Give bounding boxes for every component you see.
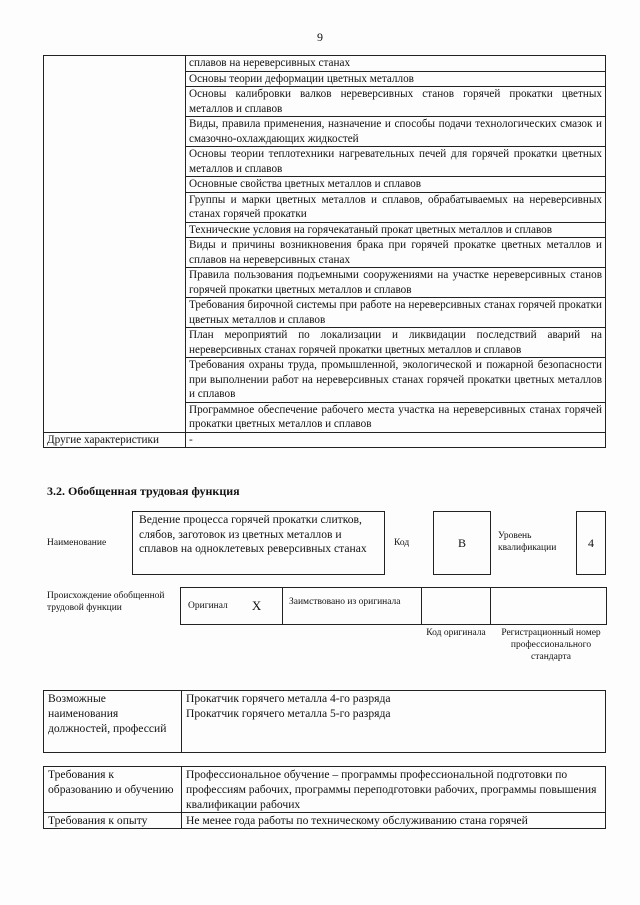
origin-label: Происхождение обобщенной трудовой функции xyxy=(47,591,165,613)
table-cell: Правила пользования подъемными сооружениями на участке нереверсивных станов горячей прокатки цветных металлов и сплавов xyxy=(186,268,606,298)
table-cell: Основы теории теплотехники нагревательных печей для горячей прокатки цветных металлов и сплавов xyxy=(186,147,606,177)
positions-label: Возможные наименования должностей, профессий xyxy=(44,691,182,753)
row-label-cell xyxy=(44,56,186,433)
experience-value: Не менее года работы по техническому обслуживанию стана горячей xyxy=(182,813,606,829)
table-cell: Основы теории деформации цветных металлов xyxy=(186,71,606,87)
page-number: 9 xyxy=(317,30,323,44)
table-cell: Требования бирочной системы при работе на нереверсивных станах горячей прокатки цветных металлов и сплавов xyxy=(186,298,606,328)
education-value: Профессиональное обучение – программы профессиональной подготовки по профессиям рабочих, программы переподготовки рабочих, программы повышения квалификации рабочих xyxy=(182,767,606,813)
table-cell: Основы калибровки валков нереверсивных станов горячей прокатки цветных металлов и сплавов xyxy=(186,87,606,117)
requirements-table xyxy=(43,766,606,829)
registration-number-caption: Регистрационный номер профессионального стандарта xyxy=(501,628,601,662)
code-label: Код xyxy=(394,538,410,548)
original-code-cell xyxy=(422,587,491,625)
table-cell: Технические условия на горячекатаный прокат цветных металлов и сплавов xyxy=(186,222,606,238)
position-item: Прокатчик горячего металла 4-го разряда xyxy=(186,692,391,705)
position-item: Прокатчик горячего металла 5-го разряда xyxy=(186,707,391,720)
level-label: Уровень квалификации xyxy=(498,531,557,553)
table-cell: сплавов на нереверсивных станах xyxy=(186,56,606,72)
name-label: Наименование xyxy=(47,538,107,548)
code-value-box: В xyxy=(433,511,491,575)
table-cell: Основные свойства цветных металлов и сплавов xyxy=(186,177,606,193)
other-characteristics-value: - xyxy=(186,432,606,448)
table-cell: План мероприятий по локализации и ликвидации последствий аварий на нереверсивных станах горячей прокатки цветных металлов и сплавов xyxy=(186,328,606,358)
table-cell: Группы и марки цветных металлов и сплавов, обрабатываемых на нереверсивных станах горячей прокатки xyxy=(186,192,606,222)
positions-value xyxy=(182,691,606,753)
table-row xyxy=(44,432,606,448)
section-heading: 3.2. Обобщенная трудовая функция xyxy=(47,484,240,498)
original-cell xyxy=(180,587,283,625)
education-label: Требования к образованию и обучению xyxy=(44,767,182,813)
borrowed-cell: Заимствовано из оригинала xyxy=(283,587,422,625)
original-code-caption: Код оригинала xyxy=(426,628,486,638)
experience-label: Требования к опыту xyxy=(44,813,182,829)
table-row xyxy=(44,56,606,72)
origin-table xyxy=(180,587,607,625)
original-label: Оригинал xyxy=(188,601,228,611)
table-cell: Виды, правила применения, назначение и способы подачи технологических смазок и смазочно-охлаждающих жидкостей xyxy=(186,117,606,147)
table-cell: Требования охраны труда, промышленной, экологической и пожарной безопасности при выполнении работ на нереверсивных станах горячей прокатки цветных металлов и сплавов xyxy=(186,358,606,403)
positions-table xyxy=(43,690,606,753)
registration-number-cell xyxy=(491,587,607,625)
table-row xyxy=(44,813,606,829)
level-value-box: 4 xyxy=(576,511,606,575)
table-cell: Программное обеспечение рабочего места участка на нереверсивных станах горячей прокатки цветных металлов и сплавов xyxy=(186,402,606,432)
table-cell: Виды и причины возникновения брака при горячей прокатке цветных металлов и сплавов на нереверсивных станах xyxy=(186,238,606,268)
table-row xyxy=(44,767,606,813)
other-characteristics-label: Другие характеристики xyxy=(44,432,186,448)
original-mark: X xyxy=(251,598,262,613)
table-row xyxy=(44,691,606,753)
knowledge-table xyxy=(43,55,606,448)
function-title-box: Ведение процесса горячей прокатки слитков, слябов, заготовок из цветных металлов и сплавов на одноклетевых реверсивных станах xyxy=(132,511,385,575)
